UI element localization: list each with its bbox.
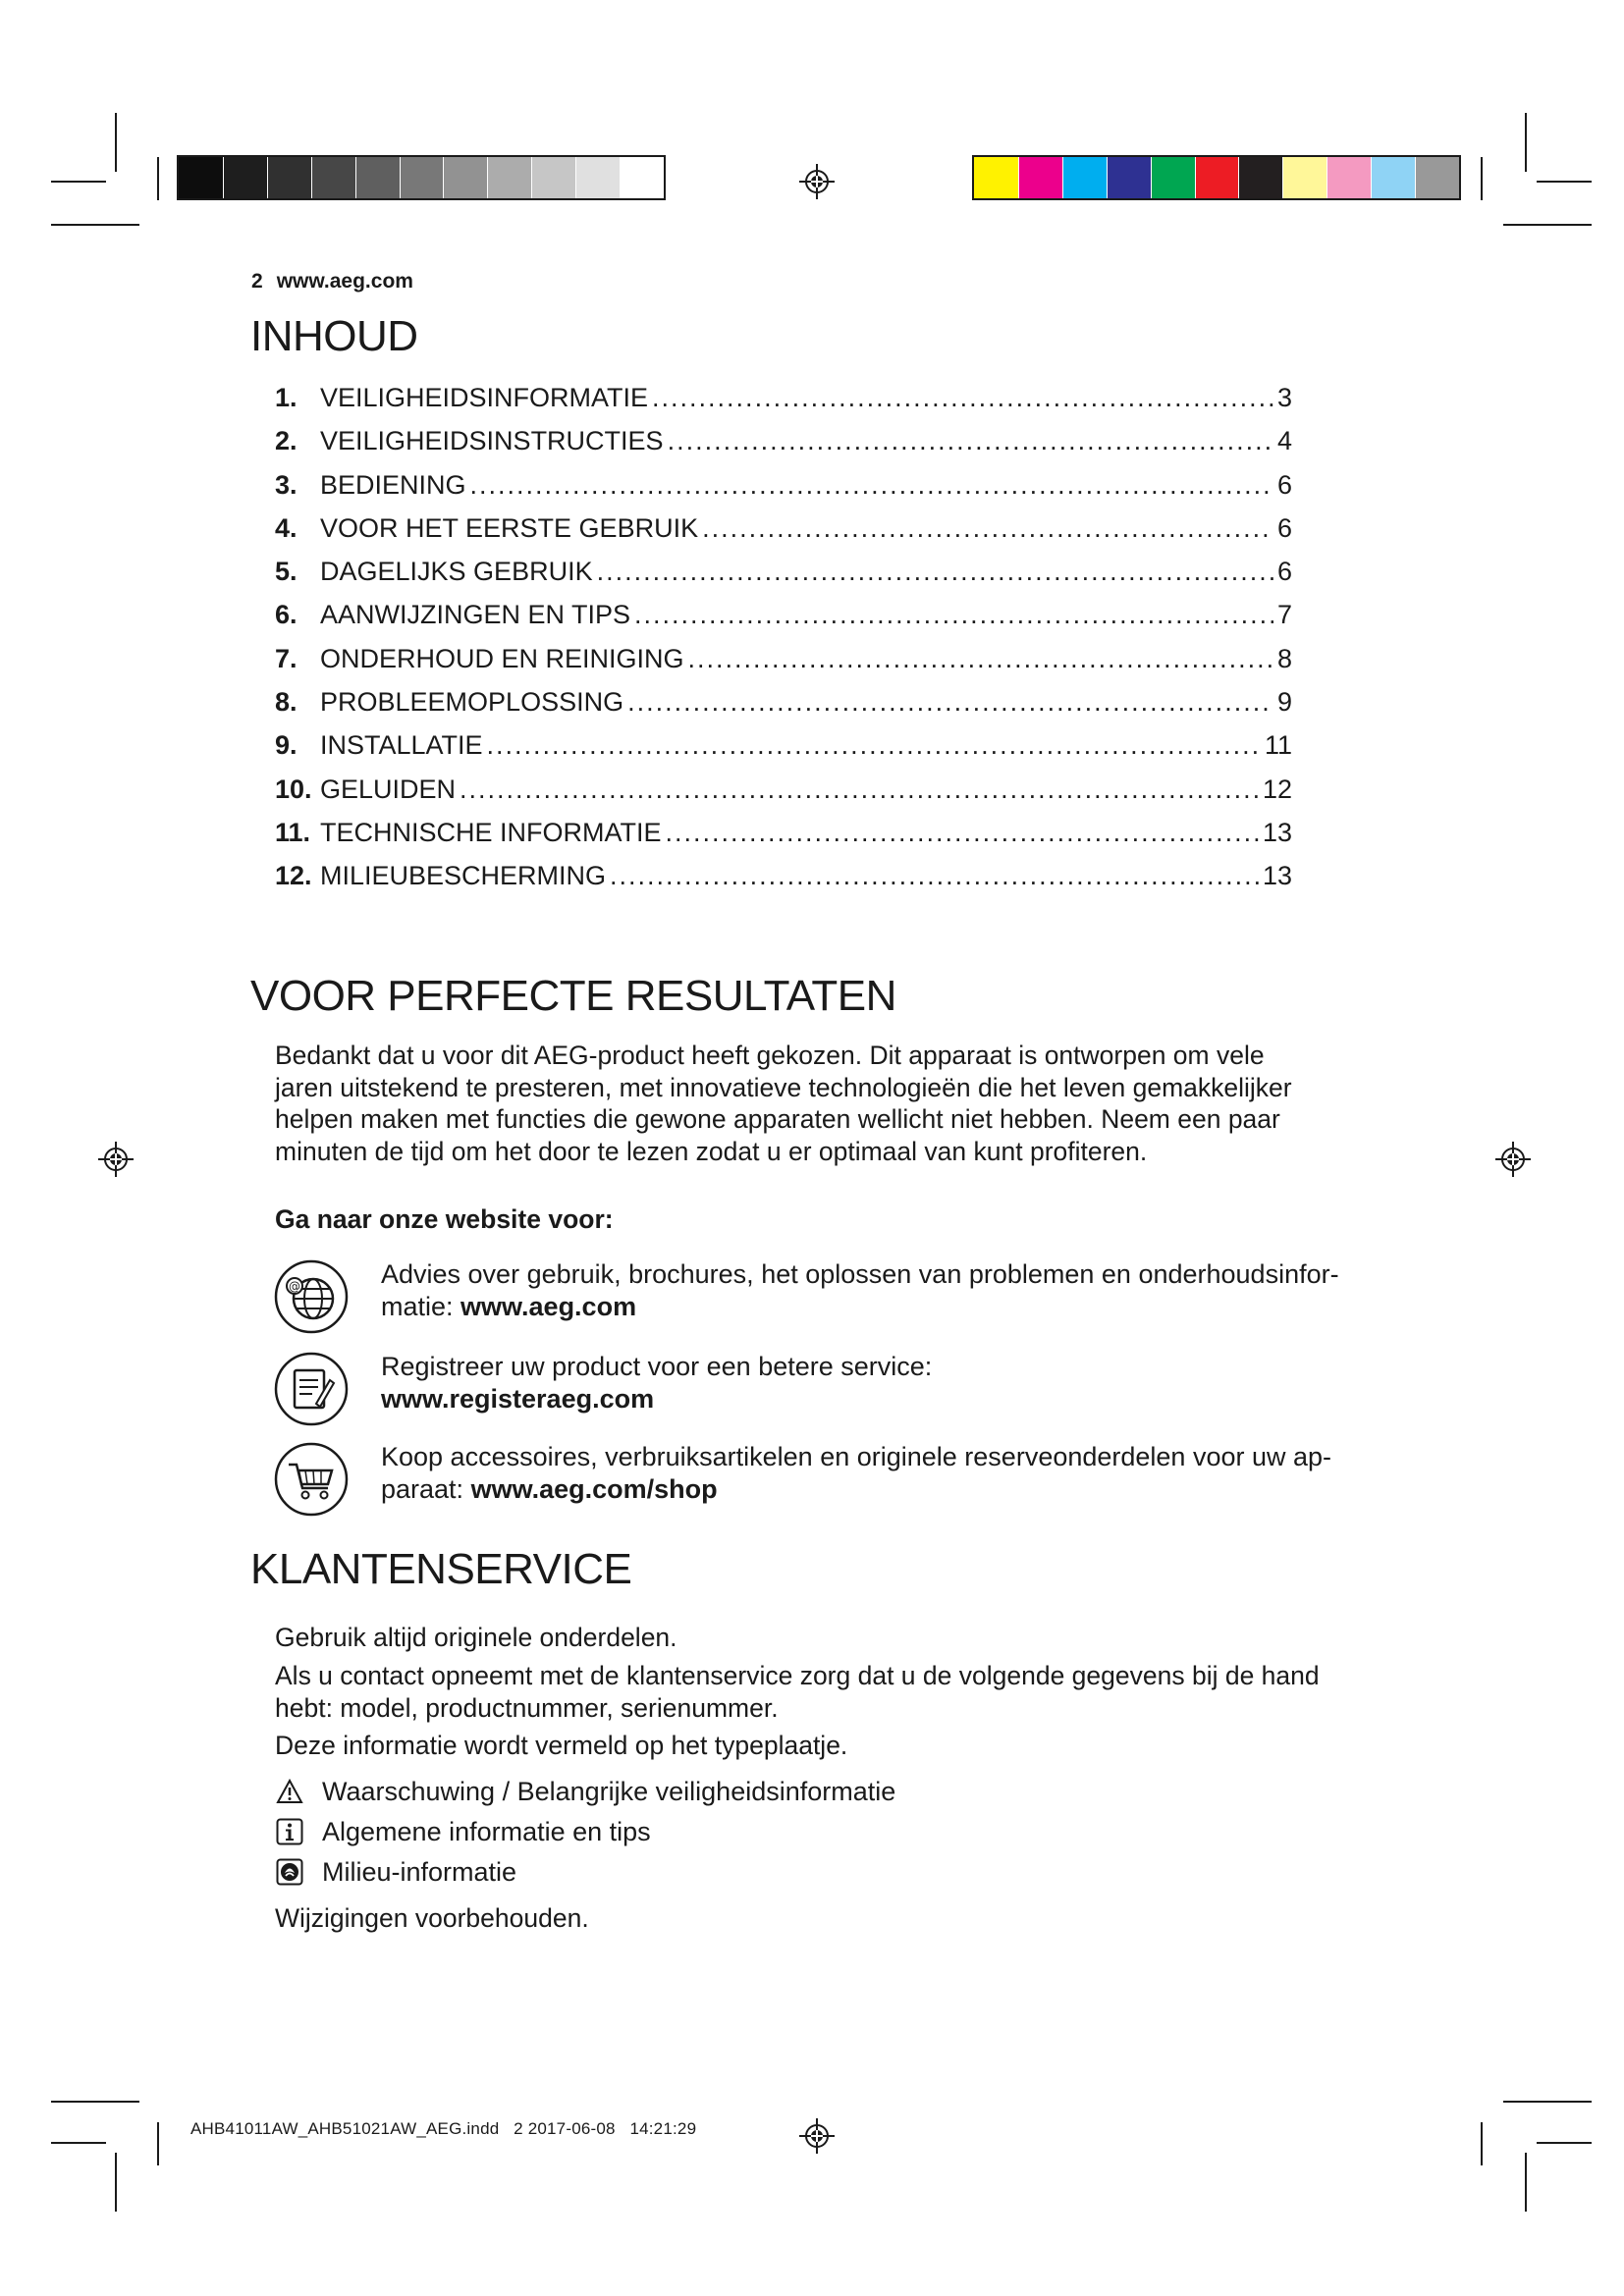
service-line: hebt: model, productnummer, serienummer. — [275, 1692, 779, 1723]
toc-leader-dots — [668, 426, 1273, 456]
toc-item-title: MILIEUBESCHERMING — [320, 861, 607, 891]
toc-leader-dots — [487, 730, 1261, 761]
toc-item-number: 2. — [275, 426, 298, 456]
info-icon — [275, 1817, 304, 1846]
link-description: Koop accessoires, verbruiksartikelen en originele reserveonderdelen voor uw ap- — [381, 1442, 1332, 1471]
print-slug: AHB41011AW_AHB51021AW_AEG.indd 2 2017-06-08 14:21:29 — [190, 2119, 697, 2138]
environment-icon — [275, 1857, 304, 1887]
calibration-swatch — [179, 157, 223, 198]
crop-mark — [157, 157, 159, 200]
perfect-results-heading: VOOR PERFECTE RESULTATEN — [250, 972, 896, 1020]
toc-item-title: TECHNISCHE INFORMATIE — [320, 817, 662, 847]
closing-note: Wijzigingen voorbehouden. — [275, 1903, 589, 1933]
calibration-swatch — [1107, 157, 1151, 198]
link-text — [381, 1351, 932, 1415]
page-header — [251, 270, 413, 294]
toc-item-title: INSTALLATIE — [320, 730, 483, 761]
registration-mark-icon — [97, 1141, 135, 1178]
crop-mark — [51, 224, 139, 226]
toc-leader-dots — [460, 774, 1259, 805]
calibration-swatch — [1282, 157, 1326, 198]
calibration-swatch — [1018, 157, 1062, 198]
toc-item-number: 3. — [275, 469, 298, 500]
toc-item[interactable] — [275, 730, 1292, 774]
toc-item-number: 5. — [275, 557, 298, 587]
toc-item-number: 4. — [275, 512, 298, 543]
website-heading: Ga naar onze website voor: — [275, 1204, 614, 1234]
intro-line: helpen maken met functies die gewone apparaten wellicht niet hebben. Neem een paar — [275, 1104, 1280, 1134]
calibration-swatch — [1371, 157, 1415, 198]
toc-item-number: 9. — [275, 730, 298, 761]
website-link[interactable]: www.aeg.com — [276, 270, 413, 293]
toc-item[interactable] — [275, 600, 1292, 643]
link-text — [381, 1441, 1331, 1505]
toc-item[interactable] — [275, 644, 1292, 687]
calibration-swatch — [355, 157, 400, 198]
toc-item-title: VEILIGHEIDSINSTRUCTIES — [320, 426, 664, 456]
calibration-swatch — [1238, 157, 1282, 198]
color-calibration-bar — [972, 155, 1461, 200]
cart-icon — [273, 1441, 350, 1522]
customer-service-heading: KLANTENSERVICE — [250, 1545, 632, 1593]
toc-item-page: 8 — [1276, 643, 1292, 673]
calibration-swatch — [487, 157, 531, 198]
intro-line: minuten de tijd om het door te lezen zodat u er optimaal van kunt profiteren. — [275, 1136, 1148, 1166]
calibration-swatch — [620, 157, 664, 198]
toc-leader-dots — [666, 818, 1259, 848]
crop-mark — [1525, 113, 1527, 172]
toc-item-page: 11 — [1264, 730, 1292, 761]
crop-mark — [51, 2142, 106, 2144]
legend-row-warning — [275, 1775, 895, 1808]
calibration-swatch — [1195, 157, 1239, 198]
calibration-swatch — [443, 157, 487, 198]
calibration-swatch — [974, 157, 1018, 198]
toc-item-title: BEDIENING — [320, 469, 466, 500]
crop-mark — [1525, 2153, 1527, 2212]
toc-item-title: GELUIDEN — [320, 774, 457, 804]
toc-item-number: 8. — [275, 687, 298, 718]
toc-item[interactable] — [275, 470, 1292, 513]
legend-label: Waarschuwing / Belangrijke veiligheidsinformatie — [322, 1776, 896, 1806]
legend-label: Algemene informatie en tips — [322, 1816, 651, 1846]
registration-mark-icon — [1494, 1141, 1532, 1178]
toc-item-title: ONDERHOUD EN REINIGING — [320, 643, 684, 673]
legend-label: Milieu-informatie — [322, 1856, 517, 1887]
toc-item-page: 12 — [1262, 774, 1292, 804]
shop-website-link[interactable]: www.aeg.com/shop — [470, 1473, 718, 1504]
calibration-swatch — [311, 157, 355, 198]
toc-heading: INHOUD — [250, 312, 418, 360]
toc-item-title: AANWIJZINGEN EN TIPS — [320, 600, 631, 630]
table-of-contents — [275, 383, 1292, 905]
toc-item[interactable] — [275, 426, 1292, 469]
toc-item[interactable] — [275, 774, 1292, 818]
toc-leader-dots — [470, 470, 1273, 501]
toc-item-page: 13 — [1262, 861, 1292, 891]
intro-line: jaren uitstekend te presteren, met innovatieve technologieën die het leven gemakkelijker — [275, 1072, 1292, 1102]
crop-mark — [115, 113, 117, 172]
toc-item[interactable] — [275, 818, 1292, 861]
toc-leader-dots — [610, 861, 1259, 891]
toc-leader-dots — [702, 513, 1273, 544]
crop-mark — [1537, 181, 1592, 183]
calibration-swatch — [267, 157, 311, 198]
globe-icon — [273, 1258, 350, 1340]
crop-mark — [1481, 157, 1483, 200]
toc-leader-dots — [652, 383, 1273, 413]
grayscale-calibration-bar — [177, 155, 666, 200]
service-line: Als u contact opneemt met de klantenservice zorg dat u de volgende gegevens bij de hand — [275, 1661, 1320, 1690]
crop-mark — [1503, 2101, 1592, 2103]
legend-row-info — [275, 1815, 651, 1848]
legend-row-environment — [275, 1855, 516, 1889]
calibration-swatch — [1326, 157, 1371, 198]
link-row-shop — [273, 1441, 1392, 1520]
toc-leader-dots — [688, 644, 1273, 674]
calibration-swatch — [1151, 157, 1195, 198]
calibration-swatch — [1062, 157, 1107, 198]
link-description: Advies over gebruik, brochures, het oplossen van problemen en onderhoudsinfor- — [381, 1259, 1339, 1289]
crop-mark — [51, 2101, 139, 2103]
toc-leader-dots — [627, 687, 1273, 718]
crop-mark — [51, 181, 106, 183]
crop-mark — [1503, 224, 1592, 226]
aeg-website-link[interactable]: www.aeg.com — [460, 1291, 637, 1321]
calibration-swatch — [1415, 157, 1459, 198]
toc-item-page: 9 — [1276, 687, 1292, 718]
intro-line: Bedankt dat u voor dit AEG-product heeft gekozen. Dit apparaat is ontworpen om vele — [275, 1041, 1265, 1070]
toc-item[interactable] — [275, 687, 1292, 730]
crop-mark — [1481, 2122, 1483, 2165]
toc-item[interactable] — [275, 383, 1292, 426]
registration-mark-icon — [798, 163, 836, 200]
svg-text:@: @ — [289, 1279, 300, 1294]
crop-mark — [1537, 2142, 1592, 2144]
registration-mark-icon — [798, 2117, 836, 2155]
crop-mark — [115, 2153, 117, 2212]
toc-leader-dots — [634, 600, 1273, 630]
toc-item-number: 10. — [275, 774, 312, 804]
toc-item-title: DAGELIJKS GEBRUIK — [320, 557, 593, 587]
link-text — [381, 1258, 1339, 1322]
toc-item[interactable] — [275, 861, 1292, 904]
calibration-swatch — [575, 157, 620, 198]
link-row-advice — [273, 1258, 1392, 1337]
calibration-swatch — [531, 157, 575, 198]
service-line: Gebruik altijd originele onderdelen. — [275, 1623, 677, 1652]
toc-item-number: 7. — [275, 643, 298, 673]
toc-item-page: 6 — [1276, 557, 1292, 587]
crop-mark — [157, 2122, 159, 2165]
toc-item-page: 6 — [1276, 469, 1292, 500]
calibration-swatch — [223, 157, 267, 198]
toc-item[interactable] — [275, 557, 1292, 600]
link-prefix: matie: — [381, 1291, 461, 1321]
link-prefix: paraat: — [381, 1473, 471, 1504]
register-website-link[interactable]: www.registeraeg.com — [381, 1383, 655, 1414]
toc-item-page: 6 — [1276, 512, 1292, 543]
toc-item-page: 4 — [1276, 426, 1292, 456]
toc-item-title: PROBLEEMOPLOSSING — [320, 687, 624, 718]
page-number: 2 — [251, 270, 263, 293]
service-line: Deze informatie wordt vermeld op het typeplaatje. — [275, 1731, 848, 1760]
toc-item-title: VOOR HET EERSTE GEBRUIK — [320, 512, 699, 543]
toc-item-page: 13 — [1262, 817, 1292, 847]
toc-item-number: 11. — [275, 817, 311, 847]
warning-icon — [275, 1777, 304, 1806]
toc-item-page: 3 — [1276, 383, 1292, 412]
link-row-register — [273, 1351, 1392, 1429]
service-paragraph — [275, 1660, 1414, 1724]
toc-item-number: 1. — [275, 383, 298, 412]
toc-item-number: 6. — [275, 600, 298, 630]
toc-item-page: 7 — [1276, 600, 1292, 630]
toc-item-title: VEILIGHEIDSINFORMATIE — [320, 383, 649, 412]
calibration-swatch — [400, 157, 444, 198]
toc-item[interactable] — [275, 513, 1292, 557]
toc-leader-dots — [597, 557, 1273, 587]
link-description: Registreer uw product voor een betere service: — [381, 1352, 933, 1381]
register-icon — [273, 1351, 350, 1432]
toc-item-number: 12. — [275, 861, 312, 891]
intro-paragraph — [275, 1040, 1404, 1167]
